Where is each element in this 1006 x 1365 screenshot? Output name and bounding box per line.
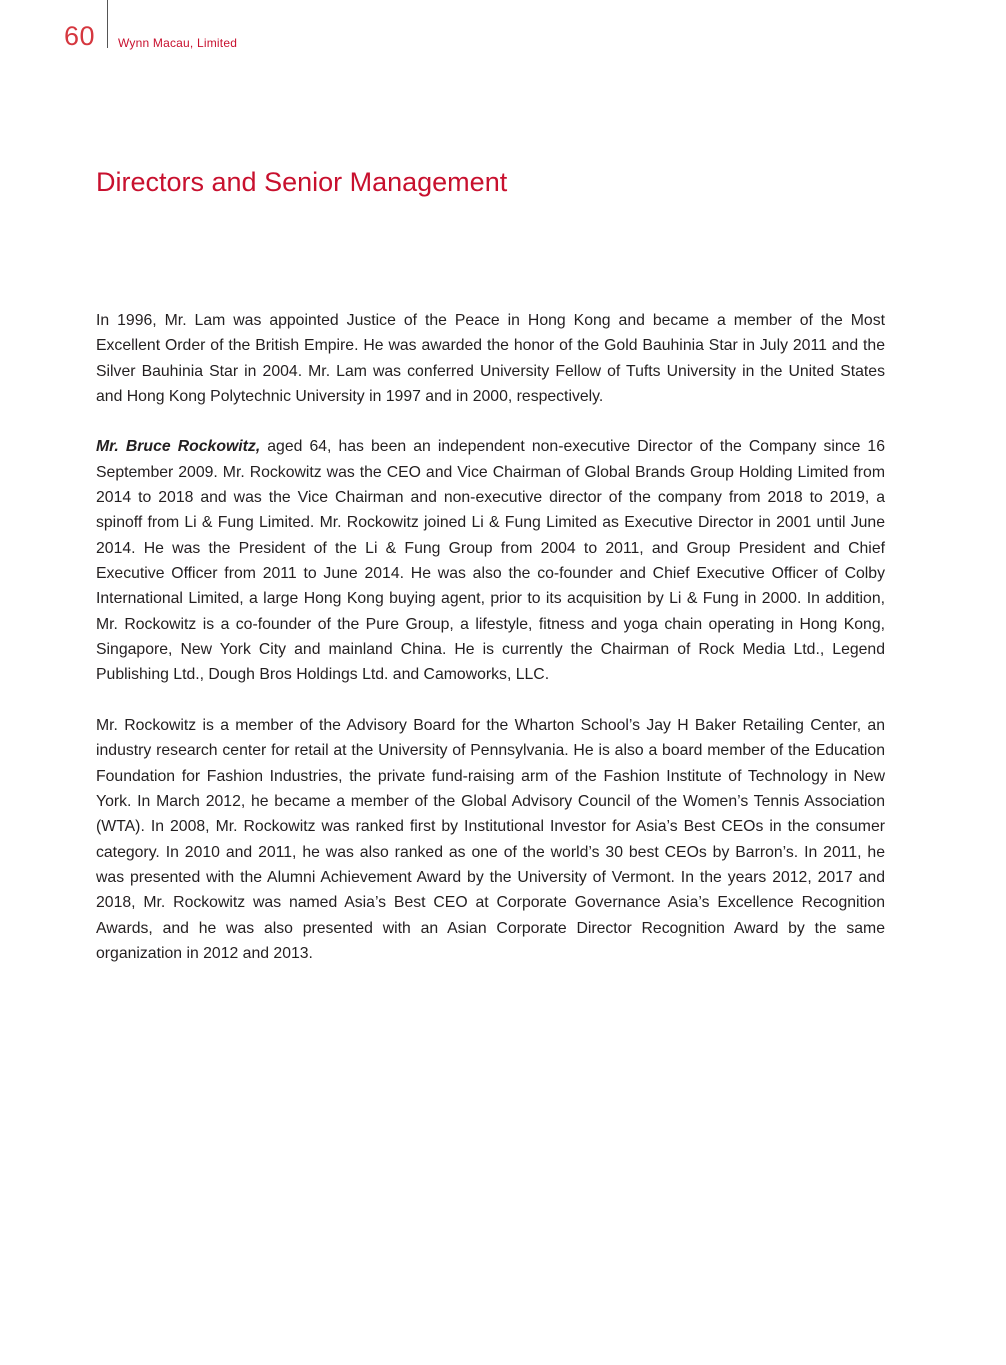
header-divider: [107, 0, 108, 48]
page-header: [0, 0, 1006, 60]
paragraph-rockowitz-affiliations: Mr. Rockowitz is a member of the Advisory Board for the Wharton School’s Jay H Baker Retailing Center, an industry research center for retail at the University of Pennsylvania. He is also a board member of the Education Foundation for Fashion Industries, the private fund-raising arm of the Fashion Institute of Technology in New York. In March 2012, he became a member of the Global Advisory Council of the Women’s Tennis Association (WTA). In 2008, Mr. Rockowitz was ranked first by Institutional Investor for Asia’s Best CEOs in the consumer category. In 2010 and 2011, he was also ranked as one of the world’s 30 best CEOs by Barron’s. In 2011, he was presented with the Alumni Achievement Award by the University of Vermont. In the years 2012, 2017 and 2018, Mr. Rockowitz was named Asia’s Best CEO at Corporate Governance Asia’s Excellence Recognition Awards, and he was also presented with an Asian Corporate Director Recognition Award by the same organization in 2012 and 2013.: [96, 716, 885, 962]
body-content: [96, 308, 885, 991]
paragraph-lam-honors: In 1996, Mr. Lam was appointed Justice of the Peace in Hong Kong and became a member of the Most Excellent Order of the British Empire. He was awarded the honor of the Gold Bauhinia Star in July 2011 and the Silver Bauhinia Star in 2004. Mr. Lam was conferred University Fellow of Tufts University in the United States and Hong Kong Polytechnic University in 1997 and in 2000, respectively.: [96, 312, 885, 406]
company-name: Wynn Macau, Limited: [118, 36, 238, 50]
paragraph-rockowitz-career: [96, 434, 885, 687]
page-title: Directors and Senior Management: [96, 167, 508, 197]
paragraph-text: aged 64, has been an independent non-executive Director of the Company since 16 September 2009. Mr. Rockowitz was the CEO and Vice Chairman of Global Brands Group Holding Limited from 2014 to 2018 and was the Vice Chairman and non-executive director of the company from 2018 to 2019, a spinoff from Li & Fung Limited. Mr. Rockowitz joined Li & Fung Limited as Executive Director in 2001 until June 2014. He was the President of the Li & Fung Group from 2004 to 2011, and Group President and Chief Executive Officer from 2011 to June 2014. He was also the co-founder and Chief Executive Officer of Colby International Limited, a large Hong Kong buying agent, prior to its acquisition by Li & Fung in 2000. In addition, Mr. Rockowitz is a co-founder of the Pure Group, a lifestyle, fitness and yoga chain operating in Hong Kong, Singapore, New York City and mainland China. He is currently the Chairman of Rock Media Ltd., Legend Publishing Ltd., Dough Bros Holdings Ltd. and Camoworks, LLC.: [96, 438, 885, 684]
person-name: Mr. Bruce Rockowitz,: [96, 438, 261, 456]
page-number: 60: [64, 21, 96, 51]
